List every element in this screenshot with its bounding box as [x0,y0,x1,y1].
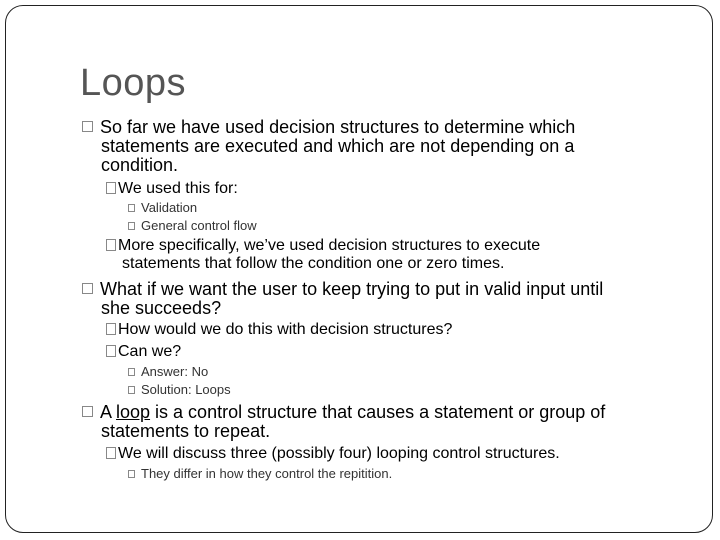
bullet-1-line-2: statements are executed and which are not depending on a [101,136,575,156]
square-bullet-icon [128,222,135,230]
square-bullet-icon [128,204,135,212]
bullet-3-line-2: statements to repeat. [101,421,271,441]
square-bullet-icon [82,121,93,132]
square-bullet-icon [128,386,135,394]
sub-sub-bullet-control-flow [128,218,257,234]
square-bullet-icon [82,406,93,417]
square-bullet-icon [128,470,135,478]
bullet-text-pre: A [100,402,117,422]
bullet-text: Answer: No [141,364,209,379]
square-bullet-icon [106,239,116,251]
square-bullet-icon [106,345,116,357]
sub-bullet-more-specifically [106,237,540,255]
loop-term: loop [116,402,151,422]
bullet-text: What if we want the user to keep trying to put in valid input until [100,279,604,299]
sub-sub-bullet-they-differ [128,466,392,482]
bullet-text: They differ in how they control the repitition. [141,466,393,481]
sub-sub-bullet-validation [128,200,197,216]
bullet-1-line-3: condition. [101,155,179,175]
sub-sub-bullet-solution [128,382,231,398]
bullet-text: Can we? [118,343,182,360]
square-bullet-icon [106,182,116,194]
bullet-1-line-1 [82,118,575,137]
bullet-text: Solution: Loops [141,382,231,397]
sub-bullet-can-we [106,343,181,361]
bullet-2-line-1 [82,280,603,299]
square-bullet-icon [106,447,116,459]
bullet-text: We used this for: [118,180,238,197]
bullet-text-post: is a control structure that causes a statement or group of [150,402,606,422]
slide-title: Loops [80,62,187,104]
sub-sub-bullet-answer [128,364,208,380]
bullet-text: General control flow [141,218,257,233]
bullet-text: We will discuss three (possibly four) looping control structures. [118,445,560,462]
sub-bullet-more-specifically-line-2: statements that follow the condition one or zero times. [122,255,505,272]
bullet-2-line-2: she succeeds? [101,298,222,318]
square-bullet-icon [106,323,116,335]
sub-bullet-three-structures [106,445,560,463]
sub-bullet-how-would-we [106,321,452,339]
bullet-text: How would we do this with decision structures? [118,321,453,338]
bullet-3-line-1 [82,403,605,422]
square-bullet-icon [128,368,135,376]
bullet-text: Validation [141,200,198,215]
bullet-text: More specifically, we’ve used decision structures to execute [118,237,541,254]
bullet-text: So far we have used decision structures to determine which [100,117,576,137]
sub-bullet-we-used-this [106,180,238,198]
square-bullet-icon [82,283,93,294]
